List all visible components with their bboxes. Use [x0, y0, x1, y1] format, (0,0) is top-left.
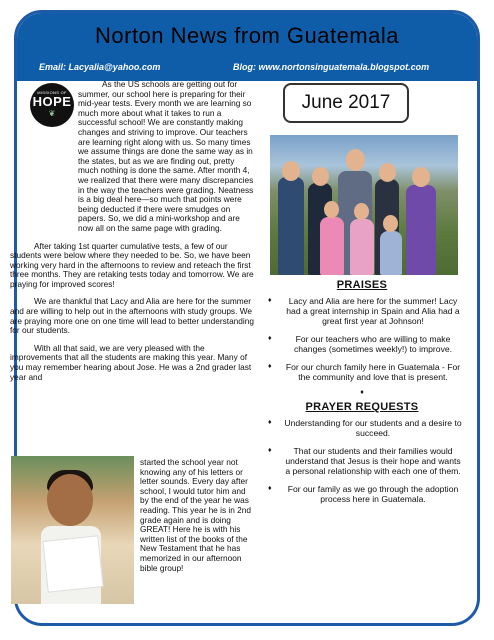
logo-big-text: HOPE [32, 94, 72, 109]
photo-person [320, 217, 344, 275]
article-paragraph-4-continued: started the school year not knowing any of his letters or letter sounds. Every day after school, I would tutor him and by the end of the year he was reading. This year he is in 2nd grade again and is doing GREAT! Here he is with his written list of the books of the New Testament that he has memorized in our afternoon bible group! [140, 457, 251, 573]
photo-person [380, 231, 402, 275]
prayer-text: For our family as we go through the adoption process here in Guatemala. [287, 484, 459, 504]
diamond-bullet-icon: ♦ [268, 363, 272, 370]
praise-item [262, 362, 462, 382]
praises-heading: PRAISES [336, 279, 388, 291]
photo-person-head [282, 161, 300, 181]
main-article [10, 80, 254, 390]
prayer-requests-heading: PRAYER REQUESTS [305, 401, 419, 413]
praise-text: For our church family here in Guatemala - For the community and love that is present. [285, 362, 461, 382]
article-paragraph-2: After taking 1st quarter cumulative tests, a few of our students were below where they needed to be. So, we have been working very hard in the afternoons to review and reteach the first three months. They are retaking tests today and tomorrow. We are praying for improved scores! [10, 240, 254, 289]
logo-small-text: MISSIONS OF [37, 90, 67, 95]
prayer-item [262, 484, 462, 504]
email-line: Email: Lacyalia@yahoo.com [39, 62, 161, 72]
photo-person-head [324, 201, 339, 218]
diamond-bullet-icon: ♦ [268, 419, 272, 426]
header-banner [17, 13, 477, 81]
photo-person [278, 177, 304, 275]
blog-line: Blog: www.nortonsinguatemala.blogspot.com [233, 62, 430, 72]
photo-face [47, 474, 93, 526]
praise-text: Lacy and Alia are here for the summer! Lacy had a great internship in Spain and Alia had a great first year at Johnson! [286, 296, 460, 326]
photo-person [350, 219, 374, 275]
prayer-text: Understanding for our students and a desire to succeed. [284, 418, 462, 438]
photo-person-head [354, 203, 369, 220]
prayer-text: That our students and their families would understand that Jesus is their hope and wants a personal relationship with each one of them. [285, 446, 461, 476]
diamond-bullet-icon: ♦ [268, 297, 272, 304]
praise-text: For our teachers who are willing to make changes (sometimes weekly!) to improve. [293, 334, 453, 354]
photo-person-head [383, 215, 398, 232]
photo-person-head [346, 149, 365, 171]
diamond-separator-icon: ♦ [360, 389, 364, 396]
diamond-bullet-icon: ♦ [268, 485, 272, 492]
prayer-item [262, 418, 462, 438]
leaf-icon: ❦ [48, 109, 56, 118]
photo-person-head [379, 163, 396, 182]
article-paragraph-3: We are thankful that Lacy and Alia are here for the summer and are willing to help out in the afternoons with study groups. We are praying more one on one time will lead to better understanding for our students. [10, 296, 254, 336]
praise-item [262, 334, 462, 354]
article-paragraph-1: As the US schools are getting out for summer, our school here is preparing for their mid-year tests. Every month we are learning so much more about what it takes to run a successful school! We are constantly making changes and striving to improve. Our teachers are learning right along with us. So many times we assume things are done the same way as in the states, but as we are finding out, pretty much nothing is done the same. After month 4, we realized that there were many discrepancies in the way the teachers were grading. Neatness is a big deal here—so much that points were being deducted if there were smudges on papers. So, we did a mini-workshop and are now all on the same page with grading. [78, 79, 254, 233]
prayer-item [262, 446, 462, 476]
praise-item [262, 296, 462, 326]
diamond-bullet-icon: ♦ [268, 447, 272, 454]
diamond-bullet-icon: ♦ [268, 335, 272, 342]
family-photo [270, 135, 458, 275]
photo-paper [42, 535, 103, 593]
student-photo [11, 456, 134, 604]
photo-person [406, 185, 436, 275]
article-paragraph-4: With all that said, we are very pleased with the improvements that all the students are making this year. Many of you may remember hearing about Jose. He was a 2nd grader last year and [10, 342, 252, 382]
sidebar-column [262, 276, 462, 512]
issue-date-box: June 2017 [283, 83, 409, 123]
newsletter-title: Norton News from Guatemala [95, 23, 399, 48]
photo-person-head [412, 167, 430, 187]
photo-person-head [312, 167, 329, 186]
